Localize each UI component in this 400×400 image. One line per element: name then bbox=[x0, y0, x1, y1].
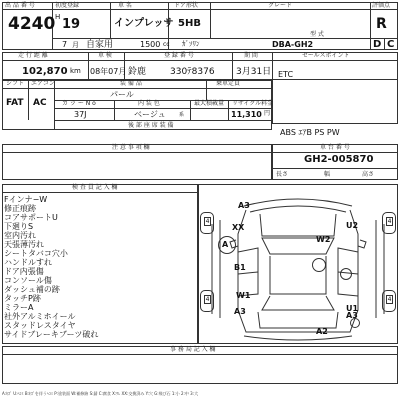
equipment-label: 装 備 品 bbox=[120, 80, 142, 87]
remark-item: コンソール傷 bbox=[4, 276, 52, 285]
remark-item: 下廻りS bbox=[4, 222, 34, 231]
chassis-divider bbox=[272, 152, 398, 153]
interior-grade: D bbox=[373, 39, 382, 50]
hood-front-outline bbox=[250, 206, 346, 212]
hood-outline bbox=[260, 214, 336, 236]
options: ABS ｴｱB PS PW bbox=[280, 128, 340, 137]
remark-item: 社外アルミホイール bbox=[4, 312, 76, 321]
capacity-label: 乗車定員 bbox=[216, 80, 241, 87]
office-notes-label: 事 務 局 記 入 欄 bbox=[170, 346, 216, 353]
car-diagram bbox=[198, 184, 398, 344]
legend: A:ｷｽﾞ U:ﾍｺﾐ B:ｷｽﾞを伴うﾍｺﾐ P:塗装面 W:補修跡 S:錆 C:腐食 X:ﾜﾚ XX:交換済み Y:穴 G:飛び石 1:小 2:中 3:大 bbox=[2, 391, 199, 396]
remark-item: サイドブレーキブーツ破れ bbox=[4, 330, 99, 339]
car-name: インプレッサ bbox=[114, 18, 174, 29]
mileage: 102,870 bbox=[22, 66, 68, 77]
name-label: 車 名 bbox=[118, 2, 132, 9]
inspection-date: 08年07月 bbox=[90, 67, 127, 76]
grade-label: グレード bbox=[268, 2, 293, 9]
era: H bbox=[55, 13, 61, 21]
exterior-grade: C bbox=[387, 39, 395, 50]
damage-label-left-rear-door: W1 bbox=[236, 291, 251, 300]
col-divider bbox=[228, 100, 229, 120]
remark-item: スタッドレスタイヤ bbox=[4, 321, 76, 330]
right-mirror-outline bbox=[358, 240, 366, 248]
recycle-fee: 11,310 bbox=[231, 110, 262, 119]
col-divider bbox=[370, 2, 371, 50]
lot-number: 4240 bbox=[8, 14, 56, 34]
damage-circle bbox=[340, 268, 352, 280]
left-rear-tire-tread: 4 bbox=[205, 296, 210, 303]
remark-item: 天張薄汚れ bbox=[4, 240, 44, 249]
mileage-label: 走 行 距 離 bbox=[18, 52, 48, 59]
size-height: 高さ bbox=[362, 171, 375, 178]
interior-color-label: 内 装 色 bbox=[138, 100, 160, 107]
col-divider bbox=[232, 52, 233, 80]
score: R bbox=[376, 16, 387, 32]
damage-label-rear-bumper: A2 bbox=[316, 327, 328, 336]
damage-label-rear-quarter: A3 bbox=[346, 311, 358, 320]
col-divider bbox=[384, 38, 385, 50]
plate-area: 鈴鹿 bbox=[128, 67, 147, 77]
shift: FAT bbox=[6, 98, 24, 108]
chassis-divider bbox=[272, 168, 398, 169]
door-type: 5HB bbox=[178, 18, 201, 29]
period-label: 期 間 bbox=[244, 52, 258, 59]
remark-item: コアサポートU bbox=[4, 213, 58, 222]
ac-label: エアコン bbox=[31, 80, 55, 87]
size-width: 幅 bbox=[324, 171, 331, 178]
load-label: 最大積載量 bbox=[194, 100, 225, 107]
ac: AC bbox=[33, 98, 47, 108]
col-divider bbox=[206, 80, 207, 100]
first-reg-month: 7 bbox=[62, 40, 68, 49]
inspection-label: 車 検 bbox=[98, 52, 112, 59]
interior-color-suffix: 系 bbox=[179, 112, 185, 118]
col-divider bbox=[110, 2, 111, 38]
col-divider bbox=[54, 80, 55, 130]
right-front-tire-tread: 4 bbox=[387, 218, 392, 225]
remark-item: ドア内張傷 bbox=[4, 267, 44, 276]
header-divider-lower bbox=[52, 38, 398, 39]
period: 3月31日 bbox=[236, 67, 272, 77]
shift-label: シフト bbox=[6, 80, 25, 87]
row3-divider bbox=[2, 88, 272, 89]
fuel: ｶﾞｿﾘﾝ bbox=[182, 40, 200, 48]
notes-divider bbox=[2, 152, 272, 153]
row3-divider bbox=[54, 108, 272, 109]
right-rear-tire-tread: 4 bbox=[387, 296, 392, 303]
damage-label-left-door: B1 bbox=[234, 263, 246, 272]
damage-label-front-bumper: A3 bbox=[238, 201, 250, 210]
remark-item: ダッシュ補の跡 bbox=[4, 285, 60, 294]
col-divider bbox=[210, 2, 211, 38]
door-label: ドア形状 bbox=[174, 2, 198, 9]
remarks-label: 検 査 員 記 入 欄 bbox=[72, 184, 118, 191]
equipment: パール bbox=[110, 90, 134, 99]
damage-label-windshield: W2 bbox=[316, 235, 331, 244]
model-code: DBA-GH2 bbox=[272, 40, 314, 49]
damage-label-right-fender: U2 bbox=[346, 221, 359, 230]
sales-point-box bbox=[272, 60, 398, 124]
yen-unit: 円 bbox=[264, 110, 271, 117]
plate-number: 330ﾃ8376 bbox=[170, 67, 215, 77]
sales-point: ETC bbox=[278, 70, 294, 79]
chassis-number: GH2-005870 bbox=[304, 154, 374, 165]
km-unit: km bbox=[70, 67, 81, 75]
remark-item: シートタバコ穴小 bbox=[4, 249, 68, 258]
sales-point-label: セールスポイント bbox=[302, 52, 350, 59]
office-notes-divider bbox=[2, 354, 398, 355]
interior-color: ベージュ bbox=[134, 110, 166, 119]
rear-glass-outline bbox=[262, 296, 334, 310]
col-divider bbox=[190, 100, 191, 120]
score-label: 評価点 bbox=[372, 2, 391, 9]
remark-item: 修正痕跡 bbox=[4, 204, 36, 213]
damage-label-left-front: A bbox=[222, 240, 229, 249]
chassis-label: 車 台 番 号 bbox=[320, 144, 350, 151]
color-no: 37J bbox=[74, 110, 87, 119]
damage-label-left-rear: A3 bbox=[234, 307, 246, 316]
remark-item: ミラーA bbox=[4, 303, 34, 312]
col-divider bbox=[88, 52, 89, 80]
month-unit: 月 bbox=[72, 41, 79, 49]
size-length: 長さ bbox=[276, 171, 289, 178]
col-divider bbox=[114, 100, 115, 120]
header-divider bbox=[2, 9, 398, 10]
recycle-label: リサイクル料金 bbox=[232, 100, 274, 107]
remark-item: 室内汚れ bbox=[4, 231, 36, 240]
rear-bumper-outline bbox=[244, 336, 352, 340]
plate-label: 登 録 番 号 bbox=[164, 52, 194, 59]
type-label: 型 式 bbox=[310, 31, 324, 38]
remarks-divider bbox=[2, 192, 198, 193]
remark-item: タッチP跡 bbox=[4, 294, 41, 303]
remark-item: Fインナ−W bbox=[4, 195, 48, 204]
damage-label-front-fender: XX bbox=[232, 223, 245, 232]
remark-item: ハンドルすれ bbox=[4, 258, 52, 267]
rear-hatch-outline bbox=[258, 312, 338, 328]
first-reg-year: 19 bbox=[62, 17, 81, 32]
cc-unit: cc bbox=[163, 41, 170, 48]
displacement: 1500 bbox=[140, 40, 161, 49]
row3-divider bbox=[54, 120, 272, 121]
left-front-tire-tread: 4 bbox=[205, 218, 210, 225]
front-bumper-outline bbox=[244, 199, 352, 206]
year-label: 初度登録 bbox=[55, 2, 80, 9]
lot-label: 出 品 番 号 bbox=[5, 2, 35, 9]
usage: 自家用 bbox=[86, 40, 114, 50]
rear-seat-label: 後 部 座 席 装 備 bbox=[128, 122, 174, 129]
col-divider bbox=[28, 80, 29, 120]
color-no-label: カ ラ ー N o bbox=[62, 100, 96, 107]
damage-label-right-rear: U1 bbox=[346, 304, 359, 313]
damage-circle bbox=[312, 258, 326, 272]
notes-label: 注 意 事 項 欄 bbox=[112, 144, 150, 151]
